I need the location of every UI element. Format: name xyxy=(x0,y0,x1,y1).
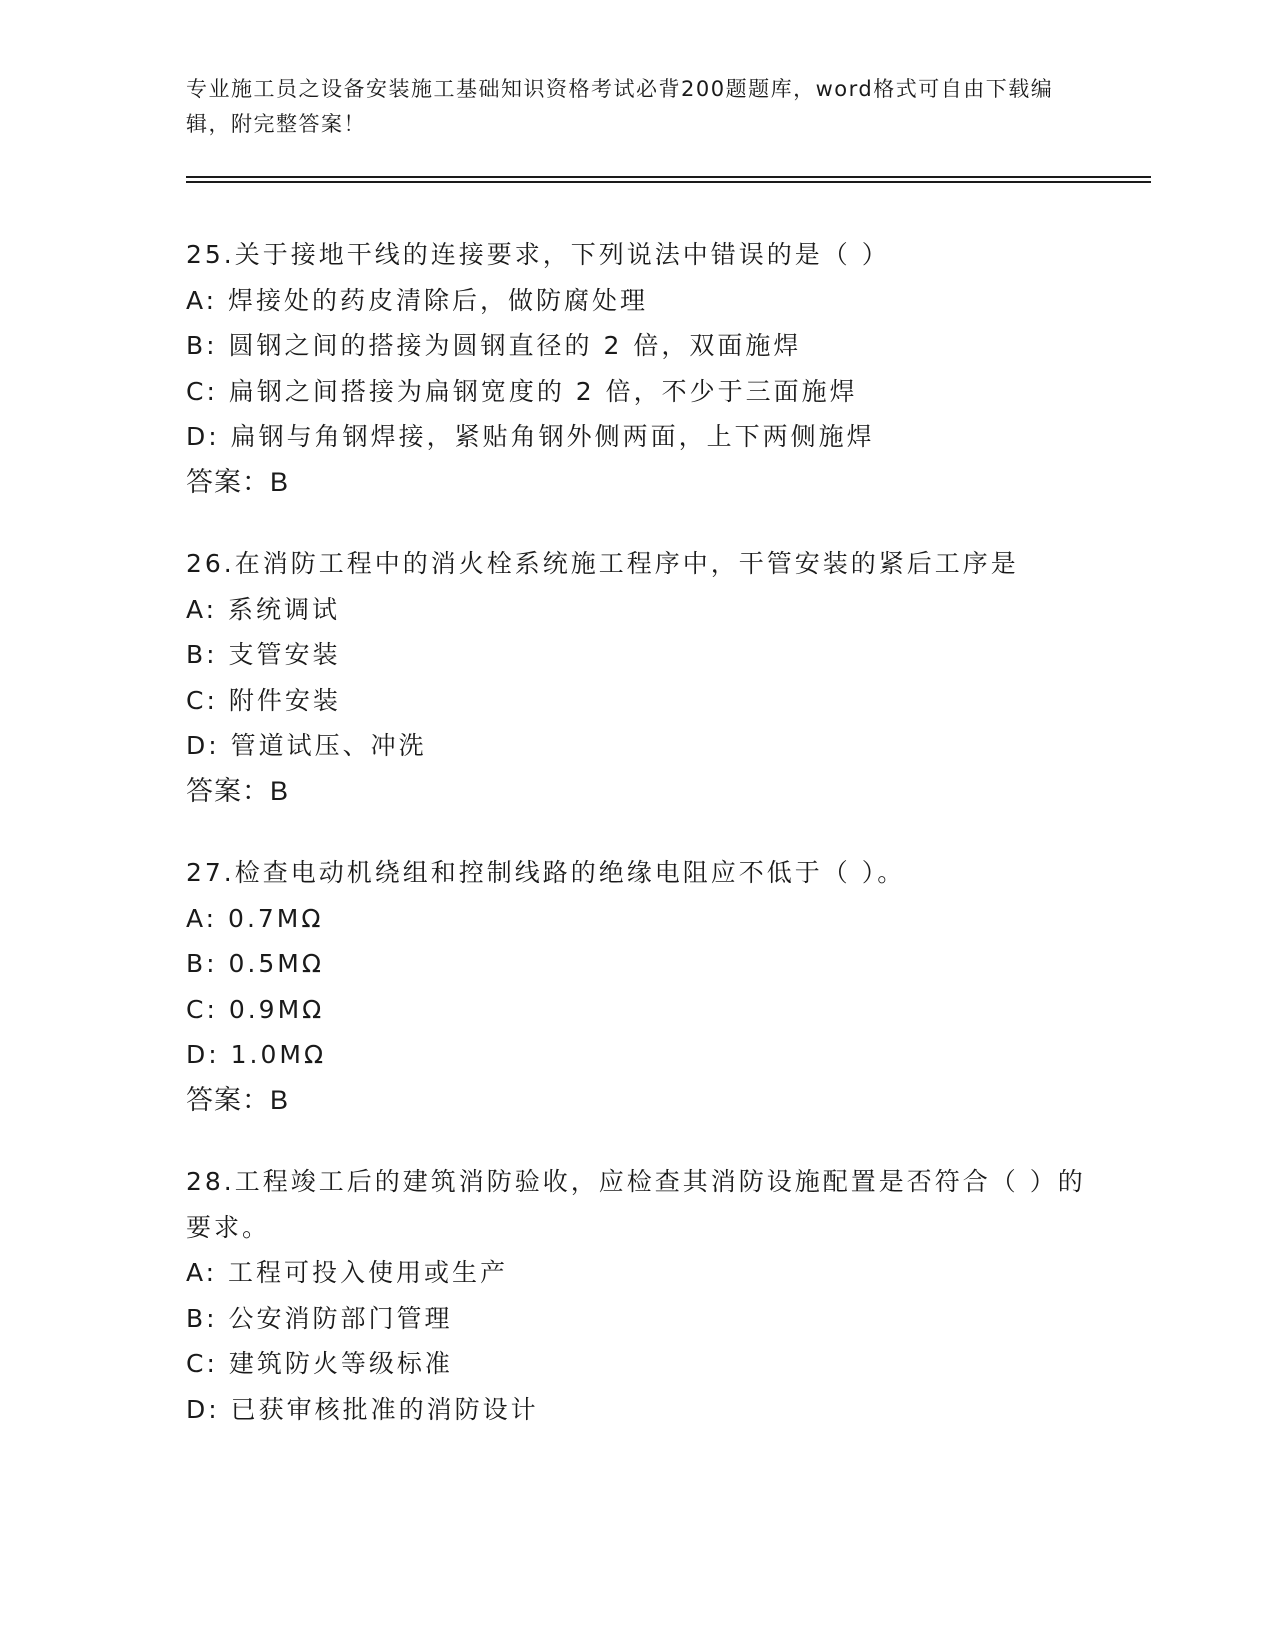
header-divider-top xyxy=(186,176,1151,178)
header-divider-bottom xyxy=(186,181,1151,183)
option-b: B: 支管安装 xyxy=(186,640,341,669)
option-d: D: 管道试压、冲洗 xyxy=(186,731,427,760)
question-25 xyxy=(186,232,1086,505)
question-list xyxy=(186,232,1086,1468)
question-27 xyxy=(186,850,1086,1123)
option-c: C: 附件安装 xyxy=(186,685,341,715)
option-a: A: 0.7MΩ xyxy=(186,903,324,933)
option-a: A: 工程可投入使用或生产 xyxy=(186,1258,509,1287)
question-stem: 25.关于接地干线的连接要求，下列说法中错误的是（ ） xyxy=(186,240,890,269)
answer-label: 答案：B xyxy=(186,1084,290,1115)
option-a: A: 系统调试 xyxy=(186,594,341,624)
question-stem: 26.在消防工程中的消火栓系统施工程序中，干管安装的紧后工序是 xyxy=(186,549,1019,578)
option-c: C: 扁钢之间搭接为扁钢宽度的 2 倍，不少于三面施焊 xyxy=(186,376,858,406)
document-header: 专业施工员之设备安装施工基础知识资格考试必背200题题库，word格式可自由下载编辑，附完整答案！ xyxy=(186,77,1054,136)
question-stem: 27.检查电动机绕组和控制线路的绝缘电阻应不低于（ ）。 xyxy=(186,858,906,887)
option-a: A: 焊接处的药皮清除后，做防腐处理 xyxy=(186,285,649,315)
answer-label: 答案：B xyxy=(186,466,290,497)
answer-label: 答案：B xyxy=(186,775,290,806)
option-c: C: 0.9MΩ xyxy=(186,994,325,1024)
option-b: B: 0.5MΩ xyxy=(186,949,324,978)
question-28 xyxy=(186,1159,1086,1432)
option-d: D: 已获审核批准的消防设计 xyxy=(186,1394,539,1424)
option-d: D: 1.0MΩ xyxy=(186,1040,327,1069)
question-26 xyxy=(186,541,1086,814)
option-b: B: 公安消防部门管理 xyxy=(186,1303,453,1333)
option-b: B: 圆钢之间的搭接为圆钢直径的 2 倍，双面施焊 xyxy=(186,331,802,360)
question-stem: 28.工程竣工后的建筑消防验收，应检查其消防设施配置是否符合（ ）的要求。 xyxy=(186,1167,1086,1242)
option-c: C: 建筑防火等级标准 xyxy=(186,1349,453,1378)
option-d: D: 扁钢与角钢焊接，紧贴角钢外侧两面，上下两侧施焊 xyxy=(186,422,875,451)
